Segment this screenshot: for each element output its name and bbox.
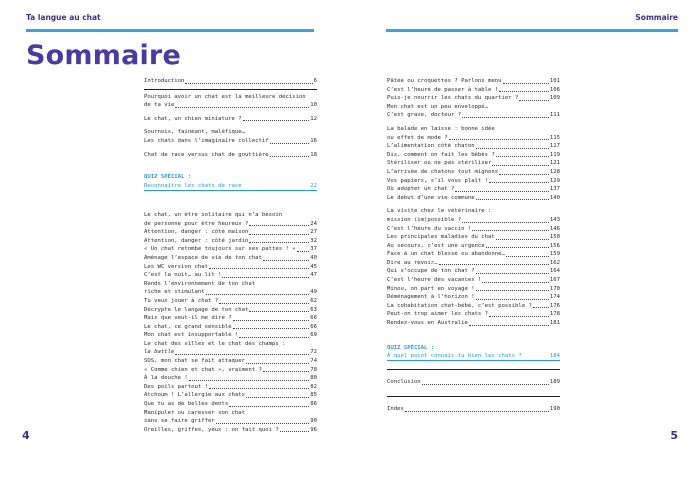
toc-entry[interactable]: La visite chez le vétérinaire : mission (im)possible ? 143 — [387, 208, 560, 223]
toc-entry[interactable]: Dire au revoir… 162 — [387, 259, 560, 266]
toc-entry[interactable]: C’est l’heure du vaccin ! 146 — [387, 225, 560, 232]
divider — [387, 396, 560, 397]
toc-entry[interactable]: Que tu as de belles dents 86 — [144, 401, 317, 408]
toc-entry[interactable]: Le chat, un chien miniature ? 12 — [144, 115, 317, 122]
toc-entry[interactable]: Manipuler ou caresser son chat sans se faire griffer 90 — [144, 409, 317, 425]
toc-entry[interactable]: Face à un chat blessé ou abandonné… 159 — [387, 251, 560, 258]
toc-column-right — [387, 77, 560, 414]
toc-entry[interactable]: C’est la nuit… au lit ! 47 — [144, 272, 317, 279]
page-number: 4 — [22, 429, 30, 442]
toc-entry-conclusion[interactable]: Conclusion 189 — [387, 379, 560, 386]
page-number: 5 — [670, 429, 678, 442]
toc-entry[interactable]: Pourquoi avoir un chat est la meilleure décision de ta vie 10 — [144, 93, 317, 109]
toc-entry[interactable]: À la douche ! 80 — [144, 375, 317, 382]
toc-entry[interactable]: « Un chat retombe toujours sur ses pattes ! » 37 — [144, 246, 317, 253]
toc-entry[interactable]: Tu veux jouer à chat ? 62 — [144, 297, 317, 304]
toc-entry[interactable]: Puis-je nourrir les chats du quartier ? 109 — [387, 95, 560, 102]
divider — [387, 369, 560, 370]
toc-entry[interactable]: Minou, on part en voyage ! 170 — [387, 285, 560, 292]
toc-entry[interactable]: Des poils partout ! 82 — [144, 383, 317, 390]
toc-entry[interactable]: Attention, danger : côté maison 27 — [144, 229, 317, 236]
toc-entry[interactable]: Le chat, un être solitaire qui n’a besoin de personne pour être heureux ? 24 — [144, 211, 317, 227]
toc-entry[interactable]: Le chat, ce grand sensible 66 — [144, 323, 317, 330]
toc-entry[interactable]: Peut-on trop aimer les chats ? 178 — [387, 311, 560, 318]
toc-entry[interactable]: Attention, danger : côté jardin 32 — [144, 237, 317, 244]
divider — [144, 89, 317, 90]
toc-entry[interactable]: Oreilles, griffes, yeux : on fait quoi ? 96 — [144, 426, 317, 433]
toc-entry[interactable]: Pâtée ou croquettes ? Parlons menu 101 — [387, 78, 560, 84]
toc-entry[interactable]: Décrypte le langage de ton chat 63 — [144, 306, 317, 313]
toc-column-left — [144, 77, 317, 434]
header-rule — [386, 29, 678, 32]
toc-entry[interactable]: Rends l’environnement de ton chat riche et stimulant 49 — [144, 280, 317, 296]
toc-entry[interactable]: Stériliser ou ne pas stériliser 121 — [387, 160, 560, 167]
toc-entry[interactable]: Les WC version chat 45 — [144, 263, 317, 270]
toc-entry[interactable]: Aménage l’espace de vie de ton chat 40 — [144, 254, 317, 261]
right-page — [350, 0, 700, 481]
toc-entry[interactable]: Rendez-vous en Australie 181 — [387, 320, 560, 327]
toc-entry[interactable]: C’est l’heure de passer à table ! 106 — [387, 86, 560, 93]
toc-entry[interactable]: Les principales maladies du chat 150 — [387, 234, 560, 241]
toc-entry[interactable]: La cohabitation chat-bébé, c’est possible ? 176 — [387, 302, 560, 309]
page-title: Sommaire — [26, 40, 181, 71]
toc-entry[interactable]: C’est l’heure des vacances ! 167 — [387, 277, 560, 284]
toc-entry[interactable]: Mon chat est un peu enveloppé… C’est grave, docteur ? 111 — [387, 103, 560, 119]
toc-entry[interactable]: Le chat des villes et le chat des champs : la battle 72 — [144, 340, 317, 356]
toc-entry[interactable]: Le début d’une vie commune 140 — [387, 194, 560, 201]
toc-entry[interactable]: Au secours, c’est une urgence 156 — [387, 242, 560, 249]
toc-entry[interactable]: Mon chat est insupportable ! 69 — [144, 332, 317, 339]
toc-entry[interactable]: Chat de race versus chat de gouttière 18 — [144, 151, 317, 158]
toc-entry[interactable]: Introduction 6 — [144, 78, 317, 84]
header-rule — [26, 29, 314, 32]
running-head: Ta langue au chat — [26, 13, 101, 22]
quiz-entry[interactable]: QUIZ SPÉCIAL : Reconnaître les chats de race 22 — [144, 173, 317, 191]
toc-entry[interactable]: La balade en laisse : bonne idée ou effet de mode ? 115 — [387, 125, 560, 141]
toc-entry[interactable]: L’arrivée de chatons tout mignons 128 — [387, 168, 560, 175]
toc-entry[interactable]: Où adopter un chat ? 137 — [387, 186, 560, 193]
toc-entry[interactable]: Mais que veut-il me dire ? 66 — [144, 315, 317, 322]
toc-entry[interactable]: Déménagement à l’horizon ! 174 — [387, 294, 560, 301]
toc-entry-index[interactable]: Index 190 — [387, 406, 560, 413]
toc-entry[interactable]: « Comme chien et chat », vraiment ? 78 — [144, 366, 317, 373]
toc-entry[interactable]: L’alimentation côté chaton 117 — [387, 143, 560, 150]
toc-entry[interactable]: Qui s’occupe de ton chat ? 164 — [387, 268, 560, 275]
toc-entry[interactable]: Dis, comment on fait les bébés ? 119 — [387, 151, 560, 158]
quiz-entry[interactable]: QUIZ SPÉCIAL : À quel point connais-tu bien les chats ? 184 — [387, 344, 560, 362]
toc-entry[interactable]: Sournois, fainéant, maléfique… Les chats dans l’imaginaire collectif 16 — [144, 129, 317, 144]
toc-entry[interactable]: SOS, mon chat se fait attaquer 74 — [144, 358, 317, 365]
toc-entry[interactable]: Vos papiers, s’il vous plaît ! 129 — [387, 177, 560, 184]
toc-entry[interactable]: Atchoum ! L’allergie aux chats 85 — [144, 392, 317, 399]
running-head: Sommaire — [635, 13, 678, 22]
